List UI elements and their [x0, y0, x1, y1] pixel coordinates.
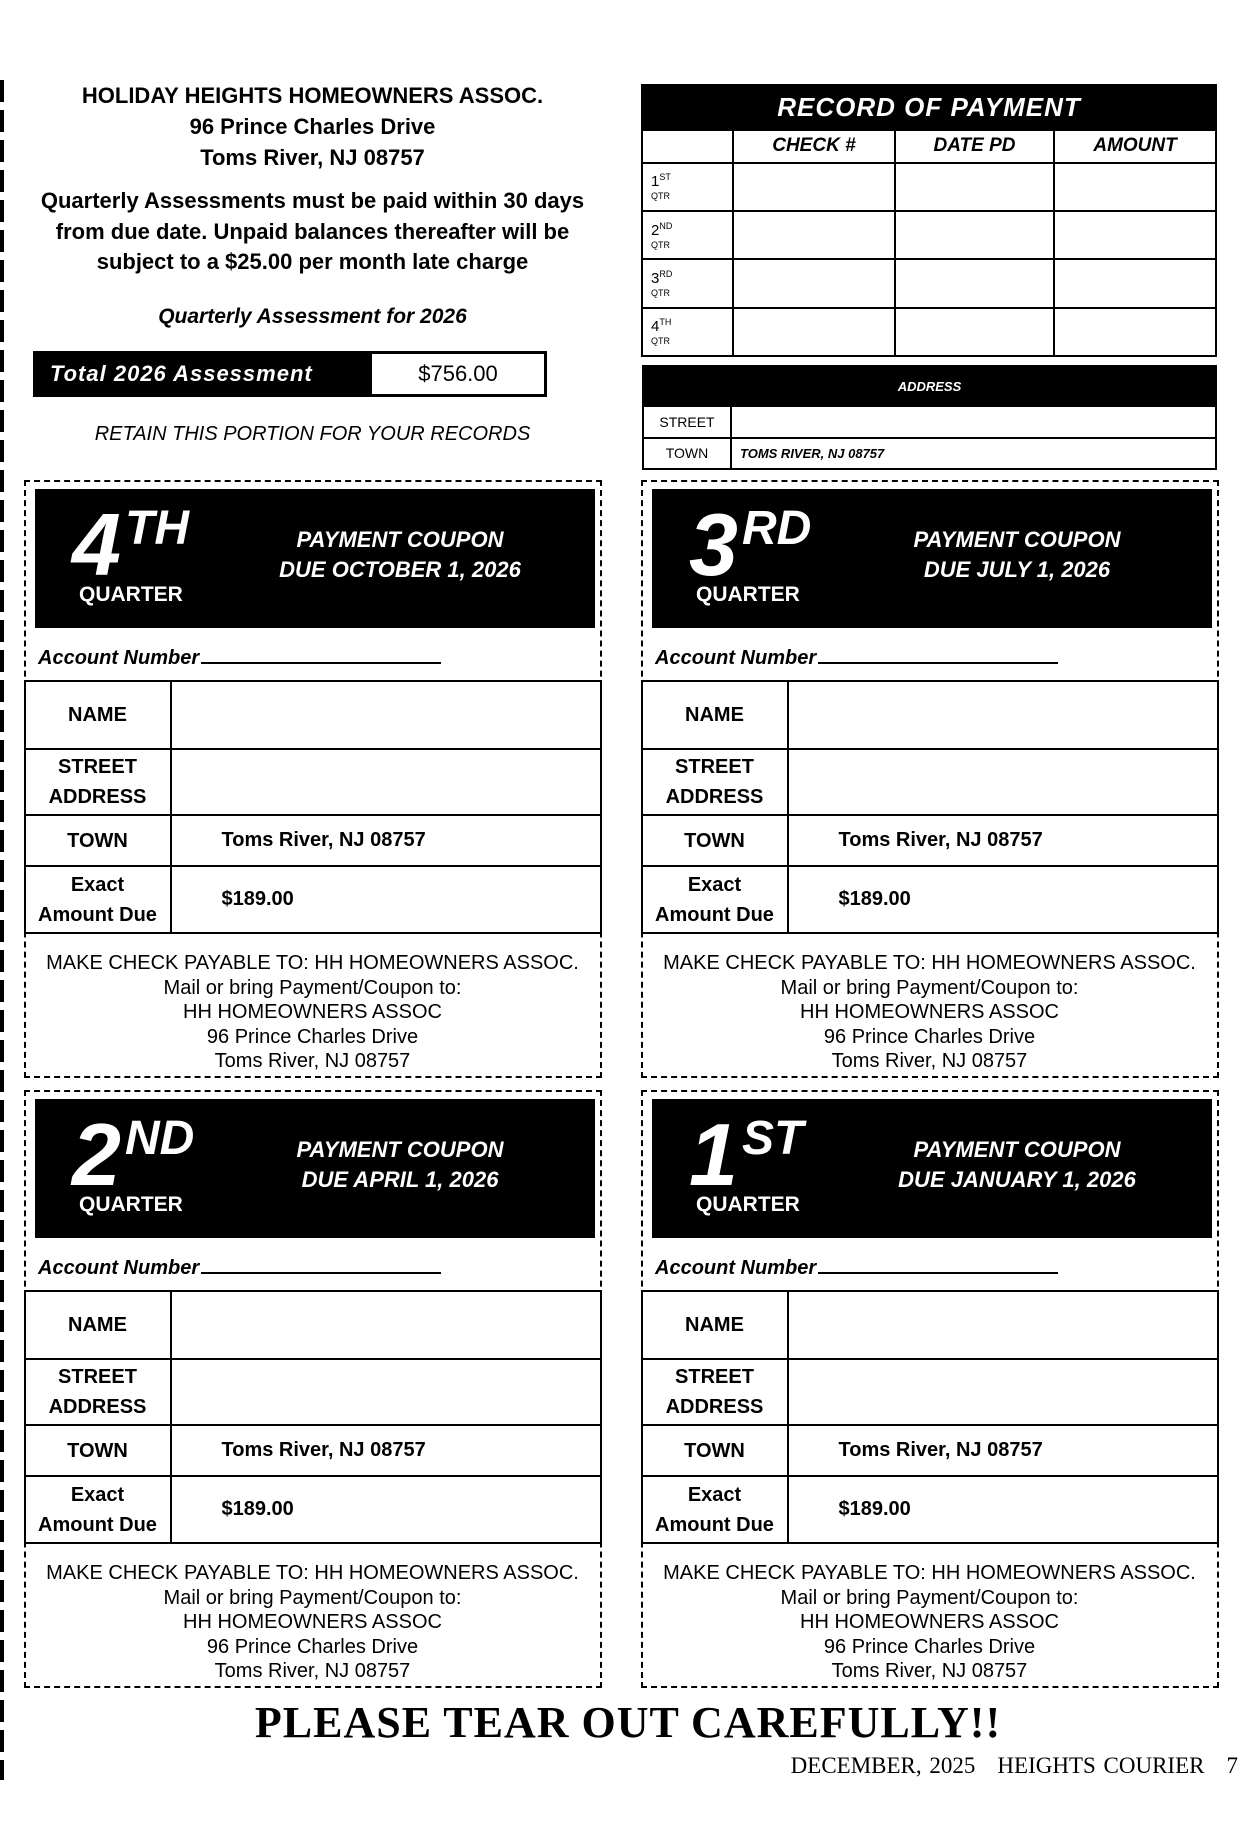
quarter-label	[642, 259, 733, 307]
street-label: STREET	[643, 406, 731, 438]
account-number-field[interactable]	[655, 1257, 1058, 1280]
payee-line: HH HOMEOWNERS ASSOC	[183, 1611, 442, 1633]
col-date: DATE PD	[895, 130, 1054, 162]
name-label: NAME	[642, 1291, 788, 1359]
account-number-line[interactable]	[201, 1272, 441, 1274]
date-cell[interactable]	[895, 211, 1054, 259]
payee-city-line: Toms River, NJ 08757	[831, 1050, 1028, 1072]
account-number-line[interactable]	[201, 662, 441, 664]
account-number-label: Account Number	[38, 647, 200, 669]
coupon-3rd-quarter	[641, 480, 1219, 1078]
address-label-line: ADDRESS	[665, 786, 764, 808]
check-cell[interactable]	[733, 211, 895, 259]
mail-line: Mail or bring Payment/Coupon to:	[163, 1586, 462, 1609]
page-footer	[769, 1753, 1238, 1779]
amount-cell[interactable]	[1054, 308, 1216, 356]
quarter-number: 2	[72, 1105, 121, 1204]
coupon-title-block	[265, 525, 535, 585]
notice-line: from due date. Unpaid balances thereafter will be	[55, 218, 570, 244]
late-charge-notice	[20, 186, 605, 278]
payee-street-line: 96 Prince Charles Drive	[823, 1025, 1036, 1048]
quarter-label: QUARTER	[696, 583, 800, 606]
payee-street-line: 96 Prince Charles Drive	[823, 1635, 1036, 1658]
street-address-label	[25, 1359, 171, 1425]
mail-line: Mail or bring Payment/Coupon to:	[780, 976, 1079, 999]
coupon-title: PAYMENT COUPON	[913, 527, 1121, 552]
street-address-label	[25, 749, 171, 815]
street-address-field[interactable]	[788, 749, 1218, 815]
coupon-banner	[35, 489, 595, 628]
coupon-title-block	[265, 1135, 535, 1195]
address-title: ADDRESS	[643, 366, 1216, 406]
quarter-suffix: ST	[742, 1112, 804, 1165]
exact-label-line: Exact	[70, 1483, 125, 1506]
town-value: Toms River, NJ 08757	[788, 1425, 1218, 1476]
amount-due-value: $189.00	[171, 1476, 601, 1543]
qtr-text: QTR	[651, 191, 670, 202]
check-cell[interactable]	[733, 308, 895, 356]
quarter-suffix: ND	[125, 1112, 195, 1165]
town-label: TOWN	[642, 1425, 788, 1476]
retain-note: RETAIN THIS PORTION FOR YOUR RECORDS	[94, 423, 531, 445]
check-cell[interactable]	[733, 259, 895, 307]
assessment-heading: Quarterly Assessment for 2026	[158, 305, 467, 328]
name-label: NAME	[642, 681, 788, 749]
street-label-line: STREET	[675, 756, 754, 778]
coupon-due-date: DUE OCTOBER 1, 2026	[279, 557, 521, 582]
payee-city-line: Toms River, NJ 08757	[214, 1050, 411, 1072]
perforation-edge	[0, 80, 4, 1780]
record-title: RECORD OF PAYMENT	[642, 85, 1216, 130]
payee-city-line: Toms River, NJ 08757	[831, 1660, 1028, 1682]
quarter-number: 3	[689, 495, 738, 594]
payment-instructions	[26, 1561, 599, 1684]
name-label: NAME	[25, 1291, 171, 1359]
town-label: TOWN	[643, 438, 731, 470]
make-check-line: MAKE CHECK PAYABLE TO: HH HOMEOWNERS ASSOC.	[663, 1562, 1196, 1584]
check-cell[interactable]	[733, 163, 895, 211]
address-label-line: ADDRESS	[665, 1396, 764, 1418]
account-number-line[interactable]	[818, 662, 1058, 664]
exact-label-line: Exact	[70, 873, 125, 896]
street-label-line: STREET	[58, 756, 137, 778]
payment-instructions	[26, 951, 599, 1074]
quarter-number: 1	[651, 173, 660, 191]
org-city: Toms River, NJ 08757	[200, 145, 425, 170]
quarter-label: QUARTER	[79, 583, 183, 606]
coupon-4th-quarter	[24, 480, 602, 1078]
coupon-form-table	[641, 680, 1219, 934]
street-address-field[interactable]	[171, 1359, 601, 1425]
footer-date: DECEMBER, 2025	[790, 1753, 976, 1778]
town-value: Toms River, NJ 08757	[788, 815, 1218, 866]
record-row	[642, 308, 1216, 356]
amount-due-value: $189.00	[788, 866, 1218, 933]
quarter-suffix: RD	[742, 502, 812, 555]
account-number-field[interactable]	[38, 1257, 441, 1280]
qtr-text: QTR	[651, 336, 670, 347]
coupon-form-table	[641, 1290, 1219, 1544]
name-field[interactable]	[171, 1291, 601, 1359]
street-label-line: STREET	[58, 1366, 137, 1388]
coupon-title: PAYMENT COUPON	[913, 1137, 1121, 1162]
quarter-number: 1	[689, 1105, 738, 1204]
record-of-payment-table	[641, 84, 1217, 357]
amount-due-label-line: Amount Due	[38, 903, 157, 926]
town-label: TOWN	[25, 815, 171, 866]
quarter-label	[642, 308, 733, 356]
coupon-banner	[35, 1099, 595, 1238]
record-row	[642, 163, 1216, 211]
qtr-text: QTR	[651, 287, 670, 298]
town-value: Toms River, NJ 08757	[171, 815, 601, 866]
name-label: NAME	[25, 681, 171, 749]
quarter-number: 3	[651, 269, 660, 287]
date-cell[interactable]	[895, 163, 1054, 211]
quarter-suffix: RD	[659, 268, 673, 279]
amount-due-label	[25, 1476, 171, 1543]
qtr-text: QTR	[651, 239, 670, 250]
amount-due-label	[642, 1476, 788, 1543]
total-assessment-box	[33, 351, 547, 397]
footer-page-number: 7	[1226, 1753, 1238, 1778]
exact-label-line: Exact	[687, 873, 742, 896]
coupon-due-date: DUE APRIL 1, 2026	[301, 1167, 499, 1192]
street-address-field[interactable]	[171, 749, 601, 815]
amount-cell[interactable]	[1054, 259, 1216, 307]
amount-cell[interactable]	[1054, 163, 1216, 211]
account-number-line[interactable]	[818, 1272, 1058, 1274]
coupon-2nd-quarter	[24, 1090, 602, 1688]
amount-due-label-line: Amount Due	[38, 1513, 157, 1536]
quarter-label: QUARTER	[696, 1193, 800, 1216]
amount-due-value: $189.00	[788, 1476, 1218, 1543]
street-label-line: STREET	[675, 1366, 754, 1388]
record-row	[642, 211, 1216, 259]
make-check-line: MAKE CHECK PAYABLE TO: HH HOMEOWNERS ASSOC.	[46, 1562, 579, 1584]
coupon-due-date: DUE JANUARY 1, 2026	[898, 1167, 1136, 1192]
payee-street-line: 96 Prince Charles Drive	[206, 1635, 419, 1658]
town-label: TOWN	[25, 1425, 171, 1476]
payment-instructions	[643, 1561, 1216, 1684]
payment-instructions	[643, 951, 1216, 1074]
col-check: CHECK #	[733, 130, 895, 162]
quarter-suffix: ST	[659, 172, 671, 183]
make-check-line: MAKE CHECK PAYABLE TO: HH HOMEOWNERS ASSOC.	[46, 952, 579, 974]
notice-line: subject to a $25.00 per month late charge	[96, 249, 529, 274]
coupon-banner	[652, 489, 1212, 628]
account-number-label: Account Number	[655, 1257, 817, 1279]
address-record-table	[642, 365, 1217, 470]
coupon-banner	[652, 1099, 1212, 1238]
payee-street-line: 96 Prince Charles Drive	[206, 1025, 419, 1048]
quarter-number: 4	[72, 495, 121, 594]
street-address-field[interactable]	[788, 1359, 1218, 1425]
payee-line: HH HOMEOWNERS ASSOC	[800, 1611, 1059, 1633]
record-corner	[642, 130, 733, 162]
amount-due-label-line: Amount Due	[655, 903, 774, 926]
org-name: HOLIDAY HEIGHTS HOMEOWNERS ASSOC.	[81, 83, 544, 108]
date-cell[interactable]	[895, 308, 1054, 356]
quarter-suffix: ND	[659, 220, 673, 231]
payee-line: HH HOMEOWNERS ASSOC	[183, 1001, 442, 1023]
amount-due-value: $189.00	[171, 866, 601, 933]
payee-city-line: Toms River, NJ 08757	[214, 1660, 411, 1682]
quarter-number: 4	[651, 318, 660, 336]
payee-line: HH HOMEOWNERS ASSOC	[800, 1001, 1059, 1023]
quarter-suffix: TH	[659, 317, 672, 328]
footer-publication: HEIGHTS COURIER	[997, 1753, 1205, 1778]
quarter-label	[642, 211, 733, 259]
quarter-suffix: TH	[125, 502, 189, 555]
mail-line: Mail or bring Payment/Coupon to:	[163, 976, 462, 999]
town-value: Toms River, NJ 08757	[171, 1425, 601, 1476]
address-label-line: ADDRESS	[48, 786, 147, 808]
quarter-label	[642, 163, 733, 211]
date-cell[interactable]	[895, 259, 1054, 307]
org-address-block	[20, 80, 605, 173]
coupon-due-date: DUE JULY 1, 2026	[923, 557, 1111, 582]
account-number-label: Account Number	[38, 1257, 200, 1279]
make-check-line: MAKE CHECK PAYABLE TO: HH HOMEOWNERS ASSOC.	[663, 952, 1196, 974]
street-field[interactable]	[731, 406, 1216, 438]
town-label: TOWN	[642, 815, 788, 866]
tear-out-notice: PLEASE TEAR OUT CAREFULLY!!	[254, 1698, 1002, 1747]
amount-due-label-line: Amount Due	[655, 1513, 774, 1536]
mail-line: Mail or bring Payment/Coupon to:	[780, 1586, 1079, 1609]
town-value: TOMS RIVER, NJ 08757	[731, 438, 1216, 470]
coupon-title: PAYMENT COUPON	[296, 527, 504, 552]
account-number-label: Account Number	[655, 647, 817, 669]
exact-label-line: Exact	[687, 1483, 742, 1506]
col-amount: AMOUNT	[1054, 130, 1216, 162]
street-address-label	[642, 749, 788, 815]
account-number-field[interactable]	[655, 647, 1058, 670]
quarter-label: QUARTER	[79, 1193, 183, 1216]
quarter-number: 2	[651, 221, 660, 239]
name-field[interactable]	[788, 1291, 1218, 1359]
amount-due-label	[25, 866, 171, 933]
coupon-1st-quarter	[641, 1090, 1219, 1688]
notice-line: Quarterly Assessments must be paid within 30 days	[40, 188, 585, 213]
account-number-field[interactable]	[38, 647, 441, 670]
street-address-label	[642, 1359, 788, 1425]
amount-due-label	[642, 866, 788, 933]
amount-cell[interactable]	[1054, 211, 1216, 259]
org-street: 96 Prince Charles Drive	[189, 114, 436, 139]
coupon-title-block	[882, 1135, 1152, 1195]
coupon-form-table	[24, 680, 602, 934]
total-assessment-label: Total 2026 Assessment	[36, 354, 372, 394]
name-field[interactable]	[171, 681, 601, 749]
coupon-title: PAYMENT COUPON	[296, 1137, 504, 1162]
total-assessment-value: $756.00	[418, 361, 498, 386]
record-row	[642, 259, 1216, 307]
coupon-form-table	[24, 1290, 602, 1544]
address-label-line: ADDRESS	[48, 1396, 147, 1418]
name-field[interactable]	[788, 681, 1218, 749]
coupon-title-block	[882, 525, 1152, 585]
